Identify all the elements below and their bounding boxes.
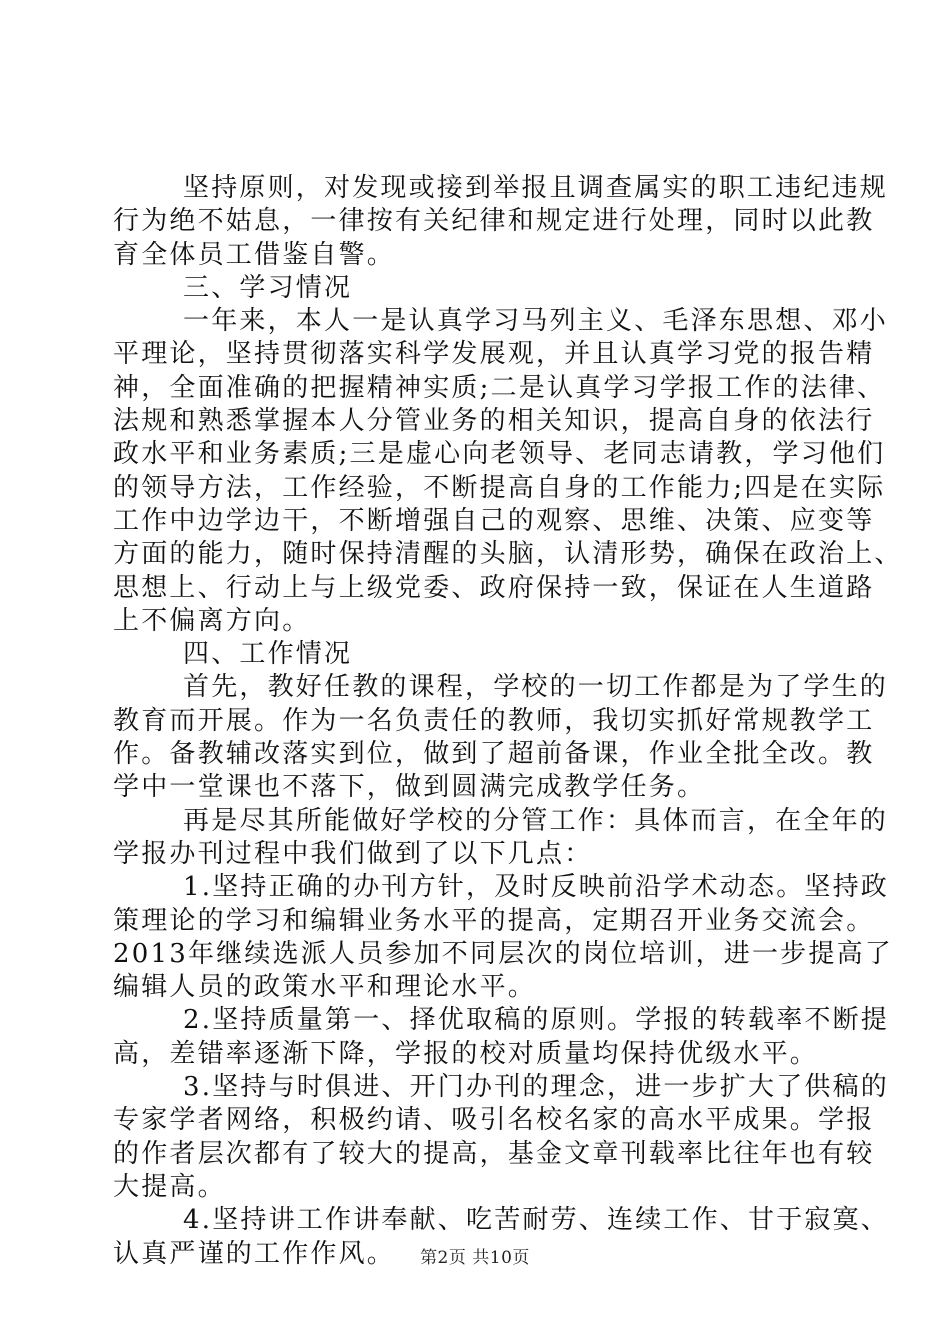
text-line: 的作者层次都有了较大的提高，基金文章刊载率比往年也有较 bbox=[113, 1138, 875, 1169]
page-footer bbox=[0, 1243, 950, 1268]
text-line: 教育而开展。作为一名负责任的教师，我切实抓好常规教学工 bbox=[113, 705, 875, 736]
text-line: 思想上、行动上与上级党委、政府保持一致，保证在人生道路 bbox=[113, 572, 875, 603]
text-line: 一年来，本人一是认真学习马列主义、毛泽东思想、邓小 bbox=[183, 306, 889, 337]
text-line: 作。备教辅改落实到位，做到了超前备课，作业全批全改。教 bbox=[113, 739, 875, 770]
text-line: 编辑人员的政策水平和理论水平。 bbox=[113, 972, 537, 1003]
text-line: 平理论，坚持贯彻落实科学发展观，并且认真学习党的报告精 bbox=[113, 339, 875, 370]
text-line: 大提高。 bbox=[113, 1171, 226, 1202]
text-line: 坚持原则，对发现或接到举报且调查属实的职工违纪违规 bbox=[183, 173, 889, 203]
text-line: 神，全面准确的把握精神实质;二是认真学习学报工作的法律、 bbox=[113, 372, 886, 403]
text-line: 上不偏离方向。 bbox=[113, 605, 311, 636]
text-line: 再是尽其所能做好学校的分管工作：具体而言，在全年的 bbox=[183, 805, 889, 836]
text-line: 法规和熟悉掌握本人分管业务的相关知识，提高自身的依法行 bbox=[113, 406, 875, 437]
text-line: 学中一堂课也不落下，做到圆满完成教学任务。 bbox=[113, 772, 706, 803]
document-body bbox=[113, 172, 903, 1271]
text-line: 首先，教好任教的课程，学校的一切工作都是为了学生的 bbox=[183, 672, 889, 703]
section-heading: 三、学习情况 bbox=[183, 272, 353, 303]
text-line: 2013年继续选派人员参加不同层次的岗位培训，进一步提高了 bbox=[113, 938, 893, 969]
list-item-line: 1.坚持正确的办刊方针，及时反映前沿学术动态。坚持政 bbox=[183, 872, 890, 903]
page-number: 第2页 共10页 bbox=[420, 1248, 530, 1268]
text-line: 育全体员工借鉴自警。 bbox=[113, 239, 396, 270]
text-line: 的领导方法，工作经验，不断提高自身的工作能力;四是在实际 bbox=[113, 472, 886, 503]
list-item-line: 3.坚持与时俱进、开门办刊的理念，进一步扩大了供稿的 bbox=[183, 1072, 890, 1103]
text-line: 专家学者网络，积极约请、吸引名校名家的高水平成果。学报 bbox=[113, 1105, 875, 1136]
list-item-line: 2.坚持质量第一、择优取稿的原则。学报的转载率不断提 bbox=[183, 1005, 890, 1036]
list-item-line: 4.坚持讲工作讲奉献、吃苦耐劳、连续工作、甘于寂寞、 bbox=[183, 1205, 890, 1236]
text-line: 方面的能力，随时保持清醒的头脑，认清形势，确保在政治上、 bbox=[113, 539, 903, 570]
text-line: 策理论的学习和编辑业务水平的提高，定期召开业务交流会。 bbox=[113, 905, 875, 936]
text-line: 工作中边学边干，不断增强自己的观察、思维、决策、应变等 bbox=[113, 505, 875, 536]
text-line: 学报办刊过程中我们做到了以下几点： bbox=[113, 838, 593, 869]
text-line: 政水平和业务素质;三是虚心向老领导、老同志请教，学习他们 bbox=[113, 439, 886, 470]
text-line: 认真严谨的工作作风。 bbox=[113, 1238, 396, 1269]
section-heading: 四、工作情况 bbox=[183, 639, 353, 670]
text-line: 行为绝不姑息，一律按有关纪律和规定进行处理，同时以此教 bbox=[113, 206, 875, 237]
text-line: 高，差错率逐渐下降，学报的校对质量均保持优级水平。 bbox=[113, 1038, 819, 1069]
